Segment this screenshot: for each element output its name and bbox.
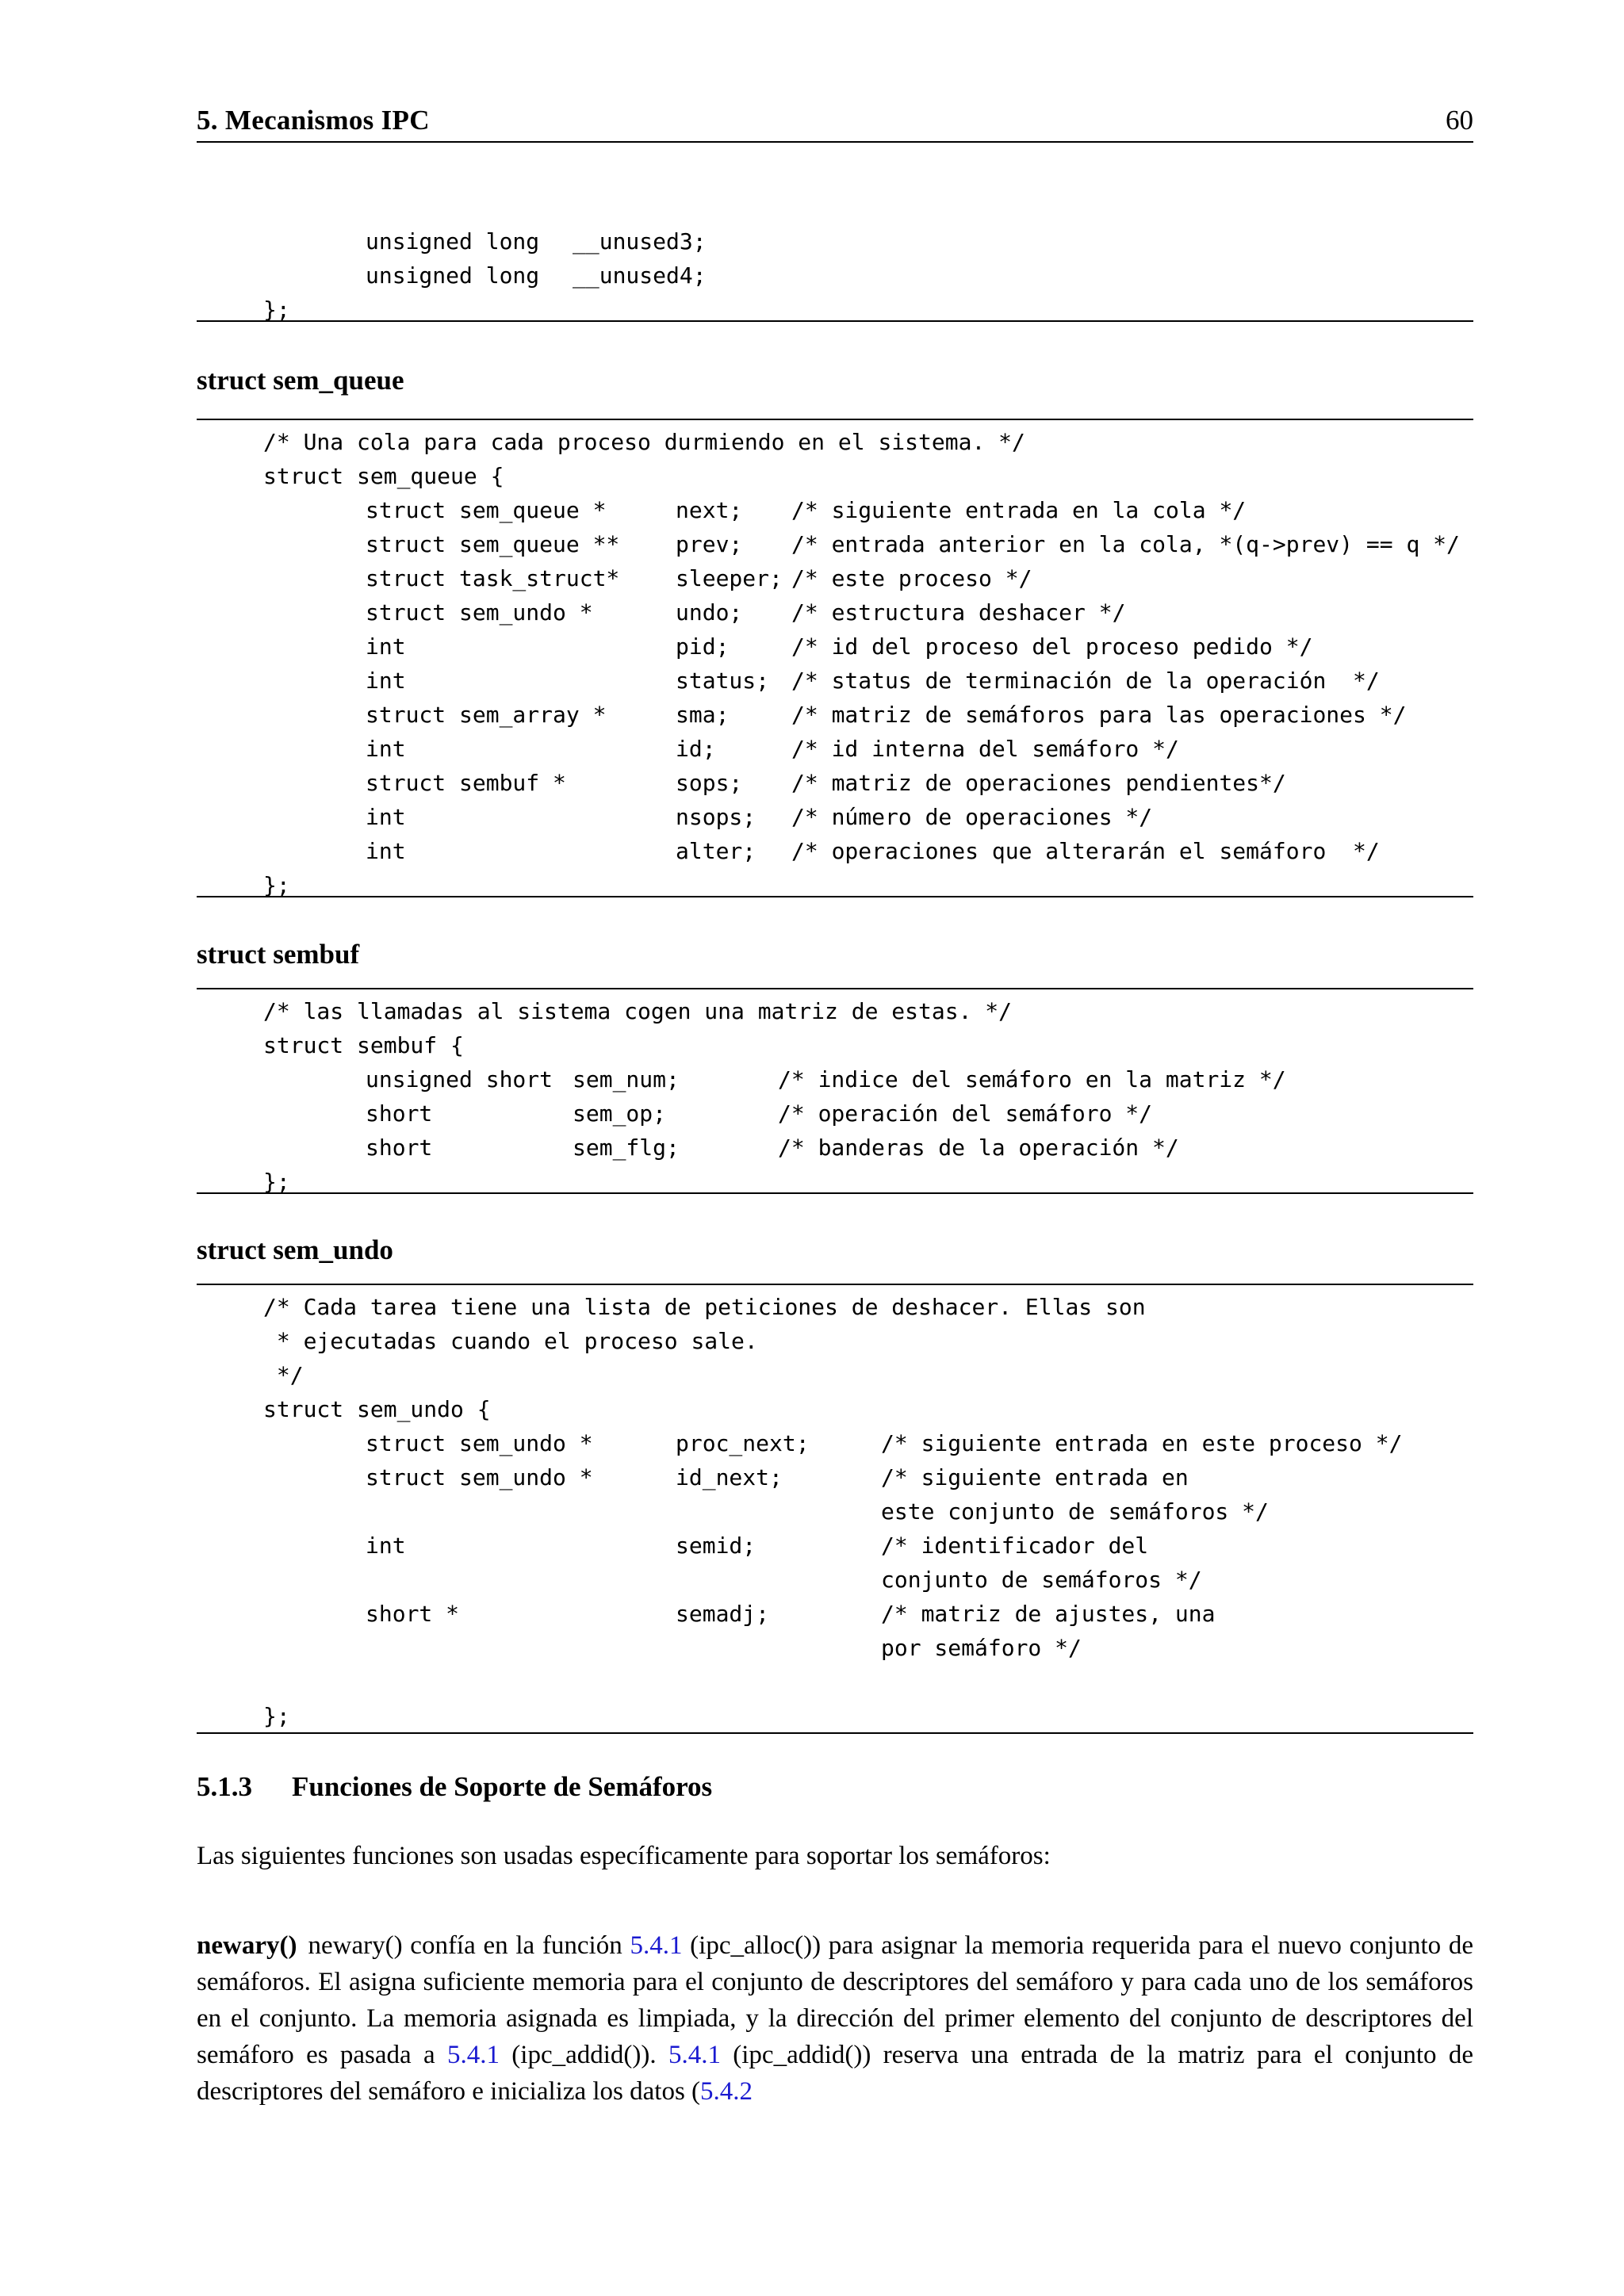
- struct-field: [197, 1597, 1473, 1631]
- field-comment: /* operaciones que alterarán el semáforo */: [791, 838, 1380, 864]
- code-comment-line: [197, 1290, 1473, 1324]
- field-name: next;: [676, 497, 743, 523]
- field-type: int: [366, 736, 406, 762]
- field-comment: este conjunto de semáforos */: [881, 1498, 1269, 1525]
- field-type: int: [366, 668, 406, 694]
- paragraph-text: (ipc_alloc()) para asignar la memoria requerida para el nuevo conjunto de semáforos. El asigna suficiente memoria para el conjunto de descriptores del semáforo y para cada uno de los semáforos en el conjunto. La memoria asignada es limpiada, y la dirección del primer elemento del conjunto de descriptores del semáforo es pasada a: [197, 1931, 1473, 2069]
- field-name: id;: [676, 736, 716, 762]
- field-comment: /* entrada anterior en la cola, *(q->prev) == q */: [791, 531, 1460, 557]
- code-comment: /* Una cola para cada proceso durmiendo en el sistema. */: [263, 429, 1025, 455]
- code-block-sem-undo: [197, 1284, 1473, 1734]
- field-type: unsigned short: [366, 1066, 553, 1093]
- field-type: int: [366, 1533, 406, 1559]
- code-block-sem-queue: [197, 419, 1473, 897]
- struct-field: [197, 1062, 1473, 1096]
- paragraph-text: (ipc_addid()).: [499, 2041, 668, 2069]
- cross-reference-link[interactable]: 5.4.2: [700, 2077, 753, 2106]
- newary-paragraph: [197, 1927, 1473, 2110]
- struct-field: [197, 595, 1473, 629]
- code-line: [197, 224, 1473, 258]
- code-comment-line: [197, 1358, 1473, 1392]
- intro-paragraph: Las siguientes funciones son usadas específicamente para soportar los semáforos:: [197, 1842, 1051, 1870]
- running-head: [197, 101, 1473, 143]
- code-comment-line: [197, 1324, 1473, 1358]
- closing-brace: };: [263, 1703, 290, 1729]
- page-number: 60: [1446, 105, 1473, 136]
- field-comment: /* siguiente entrada en este proceso */: [881, 1430, 1403, 1456]
- struct-field: [197, 698, 1473, 732]
- field-type: int: [366, 804, 406, 830]
- struct-field: [197, 800, 1473, 834]
- struct-close-line: [197, 1699, 1473, 1733]
- field-type: int: [366, 633, 406, 660]
- field-type: short *: [366, 1601, 460, 1627]
- field-name: __unused4;: [573, 262, 707, 289]
- field-comment: /* banderas de la operación */: [778, 1135, 1179, 1161]
- section-title: Funciones de Soporte de Semáforos: [292, 1771, 713, 1802]
- struct-heading-sem-queue: struct sem_queue: [197, 365, 404, 396]
- code-comment-line: [197, 425, 1473, 459]
- field-type: int: [366, 838, 406, 864]
- field-name: nsops;: [676, 804, 756, 830]
- struct-open: struct sem_queue {: [263, 463, 504, 489]
- code-comment: */: [263, 1362, 304, 1388]
- closing-brace: };: [263, 872, 290, 898]
- section-number: 5.1.3: [197, 1771, 252, 1802]
- field-type: short: [366, 1100, 433, 1127]
- struct-field: [197, 1131, 1473, 1165]
- cross-reference-link[interactable]: 5.4.1: [630, 1931, 683, 1960]
- struct-field: [197, 766, 1473, 800]
- code-comment: /* Cada tarea tiene una lista de peticiones de deshacer. Ellas son: [263, 1294, 1146, 1320]
- field-name: sma;: [676, 702, 730, 728]
- cross-reference-link[interactable]: 5.4.1: [668, 2041, 721, 2069]
- field-name: sem_op;: [573, 1100, 667, 1127]
- field-comment: /* status de terminación de la operación */: [791, 668, 1380, 694]
- field-name: id_next;: [676, 1464, 783, 1490]
- paragraph-text: (ipc_addid()) reserva una entrada de la matriz para el conjunto de descriptores del semáforo e inicializa los datos (: [197, 2041, 1474, 2106]
- struct-field: [197, 1426, 1473, 1460]
- closing-brace: };: [263, 297, 290, 323]
- field-type: unsigned long: [366, 228, 540, 254]
- field-type: struct sem_array *: [366, 702, 607, 728]
- paragraph-text: newary() confía en la función: [308, 1931, 630, 1960]
- struct-field: [197, 1529, 1473, 1563]
- struct-close-line: [197, 1165, 1473, 1199]
- field-comment: /* id del proceso del proceso pedido */: [791, 633, 1313, 660]
- field-type: unsigned long: [366, 262, 540, 289]
- field-name: sem_num;: [573, 1066, 680, 1093]
- struct-close-line: [197, 868, 1473, 902]
- field-name: status;: [676, 668, 770, 694]
- field-name: __unused3;: [573, 228, 707, 254]
- closing-brace: };: [263, 1169, 290, 1195]
- code-block-sembuf: [197, 988, 1473, 1194]
- field-comment: /* operación del semáforo */: [778, 1100, 1153, 1127]
- field-name: semid;: [676, 1533, 756, 1559]
- struct-open-line: [197, 1392, 1473, 1426]
- struct-field: [197, 493, 1473, 527]
- field-comment: /* identificador del: [881, 1533, 1149, 1559]
- struct-field: [197, 527, 1473, 561]
- field-comment: conjunto de semáforos */: [881, 1567, 1202, 1593]
- struct-field: [197, 1096, 1473, 1131]
- field-comment-continuation: [197, 1631, 1473, 1665]
- field-comment: /* id interna del semáforo */: [791, 736, 1179, 762]
- chapter-title: 5. Mecanismos IPC: [197, 105, 430, 136]
- struct-field: [197, 1460, 1473, 1494]
- field-type: struct sem_undo *: [366, 599, 593, 626]
- field-name: prev;: [676, 531, 743, 557]
- code-comment-line: [197, 994, 1473, 1028]
- struct-open: struct sembuf {: [263, 1032, 464, 1058]
- code-line: [197, 258, 1473, 293]
- code-block-continuation: [197, 224, 1473, 322]
- field-comment: /* siguiente entrada en: [881, 1464, 1189, 1490]
- blank-line: [197, 1665, 1473, 1699]
- field-type: struct sem_undo *: [366, 1430, 593, 1456]
- struct-field: [197, 732, 1473, 766]
- code-comment: * ejecutadas cuando el proceso sale.: [263, 1328, 758, 1354]
- struct-field: [197, 561, 1473, 595]
- field-comment: /* estructura deshacer */: [791, 599, 1126, 626]
- struct-open-line: [197, 1028, 1473, 1062]
- field-type: struct task_struct*: [366, 565, 620, 591]
- code-line: [197, 293, 1473, 327]
- code-comment: /* las llamadas al sistema cogen una matriz de estas. */: [263, 998, 1013, 1024]
- field-name: semadj;: [676, 1601, 770, 1627]
- field-name: undo;: [676, 599, 743, 626]
- field-comment: /* número de operaciones */: [791, 804, 1153, 830]
- field-type: struct sem_queue **: [366, 531, 620, 557]
- struct-field: [197, 664, 1473, 698]
- field-name: sops;: [676, 770, 743, 796]
- field-comment: /* indice del semáforo en la matriz */: [778, 1066, 1286, 1093]
- field-type: short: [366, 1135, 433, 1161]
- field-comment: /* matriz de semáforos para las operaciones */: [791, 702, 1407, 728]
- struct-field: [197, 834, 1473, 868]
- field-name: pid;: [676, 633, 730, 660]
- cross-reference-link[interactable]: 5.4.1: [446, 2041, 500, 2069]
- struct-heading-sembuf: struct sembuf: [197, 939, 360, 970]
- field-comment-continuation: [197, 1494, 1473, 1529]
- field-name: alter;: [676, 838, 756, 864]
- struct-field: [197, 629, 1473, 664]
- field-name: sleeper;: [676, 565, 783, 591]
- field-comment: por semáforo */: [881, 1635, 1082, 1661]
- field-comment-continuation: [197, 1563, 1473, 1597]
- struct-open: struct sem_undo {: [263, 1396, 491, 1422]
- field-comment: /* matriz de operaciones pendientes*/: [791, 770, 1286, 796]
- field-type: struct sembuf *: [366, 770, 566, 796]
- field-comment: /* matriz de ajustes, una: [881, 1601, 1216, 1627]
- field-comment: /* siguiente entrada en la cola */: [791, 497, 1247, 523]
- field-type: struct sem_queue *: [366, 497, 607, 523]
- field-comment: /* este proceso */: [791, 565, 1032, 591]
- field-name: sem_flg;: [573, 1135, 680, 1161]
- field-type: struct sem_undo *: [366, 1464, 593, 1490]
- newary-term: newary(): [197, 1931, 297, 1960]
- section-heading: [197, 1771, 712, 1803]
- struct-heading-sem-undo: struct sem_undo: [197, 1234, 393, 1265]
- field-name: proc_next;: [676, 1430, 810, 1456]
- struct-open-line: [197, 459, 1473, 493]
